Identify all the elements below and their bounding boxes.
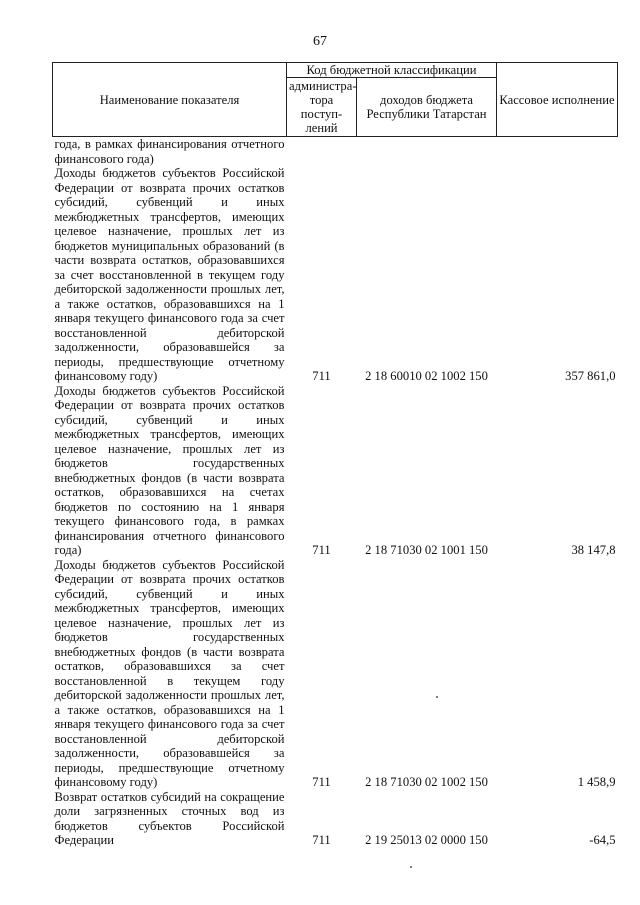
row-admin-code: 711 [312,833,331,847]
table-row [53,558,618,790]
row-indicator-name: Доходы бюджетов субъектов Российской Федерации от возврата прочих остатков субсидий, субвенций и иных межбюджетных трансфертов, имеющих целевое назначение, прошлых лет из бюджетов государственных внебюджетных фондов (в части возврата остатков, образовавшихся на счетах бюджетов по состоянию на 1 января текущего финансового года, в рамках финансирования отчетного финансового года) [54,383,285,557]
page-number: 67 [313,34,327,49]
header-budget-revenue: доходов бюджета Республики Татарстан [357,78,497,137]
header-cash-execution: Кассовое исполнение [497,63,618,137]
row-cash-amount: 357 861,0 [565,369,616,383]
row-admin-code: 711 [312,369,331,383]
table-row [53,384,618,558]
header-revenue-administrator: администра-тора поступ-лений [287,78,357,137]
row-classification-code: 2 18 71030 02 1001 150 [365,543,488,557]
header-indicator-name: Наименование показателя [53,63,287,137]
row-classification-code: 2 18 71030 02 1002 150 [365,775,488,789]
row-admin-code: 711 [312,543,331,557]
budget-revenue-table [52,62,618,848]
row-indicator-name: года, в рамках финансирования отчетного финансового года) [54,137,285,166]
row-cash-amount [497,137,618,167]
table-row [53,790,618,848]
table-header [53,63,618,137]
row-classification-code: 2 18 60010 02 1002 150 [365,369,488,383]
scan-speck [436,696,438,698]
row-indicator-name: Возврат остатков субсидий на сокращение доли загрязненных сточных вод из бюджетов субъектов Российской Федерации [54,789,285,847]
row-indicator-name: Доходы бюджетов субъектов Российской Федерации от возврата прочих остатков субсидий, субвенций и иных межбюджетных трансфертов, имеющих целевое назначение, прошлых лет из бюджетов муниципальных образований (в части возврата остатков, образовавшихся за счет восстановленной в текущем году дебиторской задолженности прошлых лет, а также остатков, образовавшихся на 1 января текущего финансового года за счет восстановленной дебиторской задолженности, образовавшейся за периоды, предшествующие отчетному финансовому году) [54,166,285,383]
header-classification-code: Код бюджетной классификации [287,63,497,78]
row-classification-code [357,137,497,167]
scan-speck [410,866,412,868]
table-row [53,137,618,167]
row-cash-amount: 38 147,8 [571,543,616,557]
row-cash-amount: 1 458,9 [577,775,616,789]
row-classification-code: 2 19 25013 02 0000 150 [365,833,488,847]
row-admin-code: 711 [312,775,331,789]
row-admin-code [287,137,357,167]
row-cash-amount: -64,5 [589,833,616,847]
table-row [53,166,618,384]
row-indicator-name: Доходы бюджетов субъектов Российской Федерации от возврата прочих остатков субсидий, субвенций и иных межбюджетных трансфертов, имеющих целевое назначение, прошлых лет из бюджетов государственных внебюджетных фондов (в части возврата остатков, образовавшихся за счет восстановленной в текущем году дебиторской задолженности прошлых лет, а также остатков, образовавшихся на 1 января текущего финансового года за счет восстановленной дебиторской задолженности, образовавшейся за периоды, предшествующие отчетному финансовому году) [54,557,285,789]
